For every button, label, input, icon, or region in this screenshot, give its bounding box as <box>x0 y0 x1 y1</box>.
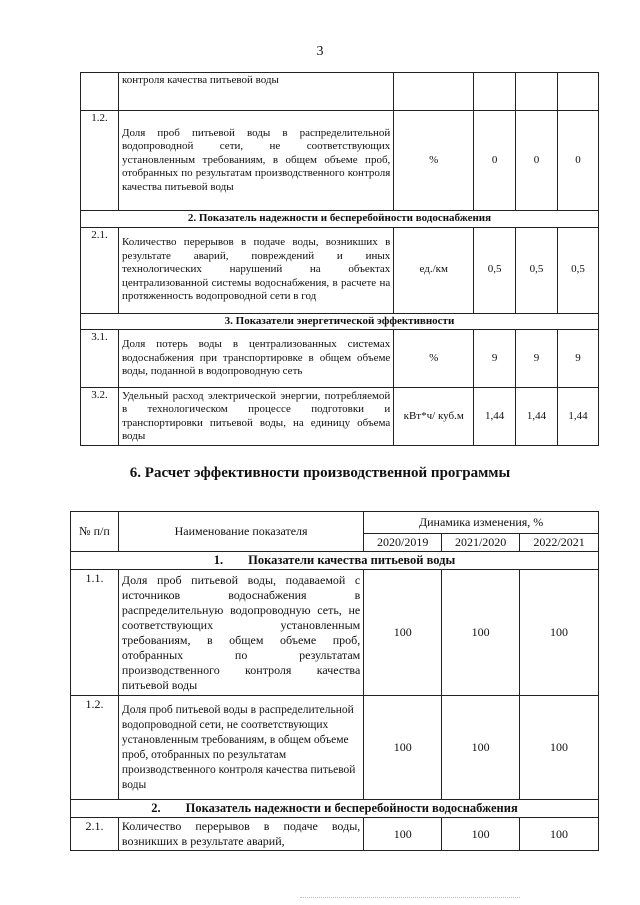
row-number: 1.2. <box>71 696 119 800</box>
row-number: 1.1. <box>71 570 119 696</box>
value-cell: 100 <box>442 570 520 696</box>
indicator-name: Доля потерь воды в централизованных системах водоснабжения при транспортировке в общем объеме воды, поданной в водопроводную сеть <box>118 330 393 388</box>
value-cell: 100 <box>442 696 520 800</box>
value-cell: 100 <box>364 818 442 851</box>
indicator-name: Доля проб питьевой воды в распределительной водопроводной сети, не соответствующих установленным требованиям, в общем объеме проб, отобранных по результатам производственного контроля качества питьевой воды <box>118 696 363 800</box>
value-cell: 0 <box>516 111 558 211</box>
table-section-row <box>81 211 599 228</box>
row-number: 3.2. <box>81 388 119 446</box>
table-section-row <box>71 552 599 570</box>
column-header-year-3: 2022/2021 <box>520 534 599 552</box>
indicator-name: Доля проб питьевой воды, подаваемой с источников водоснабжения в распределительную водопроводную сеть, не соответствующих установленным требованиям, в общем объеме проб, отобранных по результатам производственного контроля качества питьевой воды <box>118 570 363 696</box>
indicator-name: контроля качества питьевой воды <box>118 73 393 111</box>
value-cell: 100 <box>520 818 599 851</box>
column-header-name: Наименование показателя <box>118 512 363 552</box>
row-number: 2.1. <box>71 818 119 851</box>
section-title: 1. Показатели качества питьевой воды <box>71 552 599 570</box>
value-cell: 0 <box>558 111 599 211</box>
column-header-year-1: 2020/2019 <box>364 534 442 552</box>
table-row <box>81 227 599 313</box>
value-cell: 1,44 <box>474 388 516 446</box>
value-cell: 100 <box>520 696 599 800</box>
column-header-dynamics: Динамика изменения, % <box>364 512 599 534</box>
table-row <box>71 570 599 696</box>
value-cell <box>516 73 558 111</box>
table-row <box>71 696 599 800</box>
unit-cell: % <box>394 111 474 211</box>
row-number: 2.1. <box>81 227 119 313</box>
unit-cell: ед./км <box>394 227 474 313</box>
value-cell: 1,44 <box>516 388 558 446</box>
indicator-name: Количество перерывов в подаче воды, возникших в результате аварий, повреждений и иных технологических нарушений на объектах централизованной системы водоснабжения, в расчете на протяженность водопроводной сети в год <box>118 227 393 313</box>
table-section-row <box>71 800 599 818</box>
table-section-row <box>81 313 599 330</box>
unit-cell: % <box>394 330 474 388</box>
value-cell: 0,5 <box>516 227 558 313</box>
efficiency-table-body <box>71 552 599 851</box>
unit-cell <box>394 73 474 111</box>
column-header-year-2: 2021/2020 <box>442 534 520 552</box>
row-number: 1.2. <box>81 111 119 211</box>
section-heading: 6. Расчет эффективности производственной программы <box>129 465 511 481</box>
row-number <box>81 73 119 111</box>
table-row <box>71 818 599 851</box>
value-cell: 1,44 <box>558 388 599 446</box>
table-row <box>81 73 599 111</box>
section-title: 2. Показатель надежности и бесперебойности водоснабжения <box>81 211 599 228</box>
value-cell: 9 <box>474 330 516 388</box>
value-cell: 100 <box>364 696 442 800</box>
value-cell: 9 <box>558 330 599 388</box>
value-cell <box>558 73 599 111</box>
indicators-table <box>80 72 599 446</box>
value-cell: 100 <box>520 570 599 696</box>
table-row <box>81 388 599 446</box>
value-cell <box>474 73 516 111</box>
indicator-name: Количество перерывов в подаче воды, возникших в результате аварий, <box>118 818 363 851</box>
row-number: 3.1. <box>81 330 119 388</box>
table-row <box>81 111 599 211</box>
value-cell: 100 <box>442 818 520 851</box>
value-cell: 0 <box>474 111 516 211</box>
section-title: 3. Показатели энергетической эффективности <box>81 313 599 330</box>
value-cell: 0,5 <box>558 227 599 313</box>
indicator-name: Доля проб питьевой воды в распределительной водопроводной сети, не соответствующих установленным требованиям, в общем объеме проб, отобранных по результатам производственного контроля качества питьевой воды <box>118 111 393 211</box>
indicators-table-body <box>81 73 599 446</box>
unit-cell: кВт*ч/ куб.м <box>394 388 474 446</box>
scan-artifact <box>300 897 520 902</box>
efficiency-table <box>70 511 599 851</box>
page-number: 3 <box>316 44 324 59</box>
indicator-name: Удельный расход электрической энергии, потребляемой в технологическом процессе подготовки и транспортировки питьевой воды, на единицу объема воды <box>118 388 393 446</box>
section-title: 2. Показатель надежности и бесперебойности водоснабжения <box>71 800 599 818</box>
value-cell: 0,5 <box>474 227 516 313</box>
value-cell: 100 <box>364 570 442 696</box>
column-header-number: № п/п <box>71 512 119 552</box>
value-cell: 9 <box>516 330 558 388</box>
table-row <box>81 330 599 388</box>
